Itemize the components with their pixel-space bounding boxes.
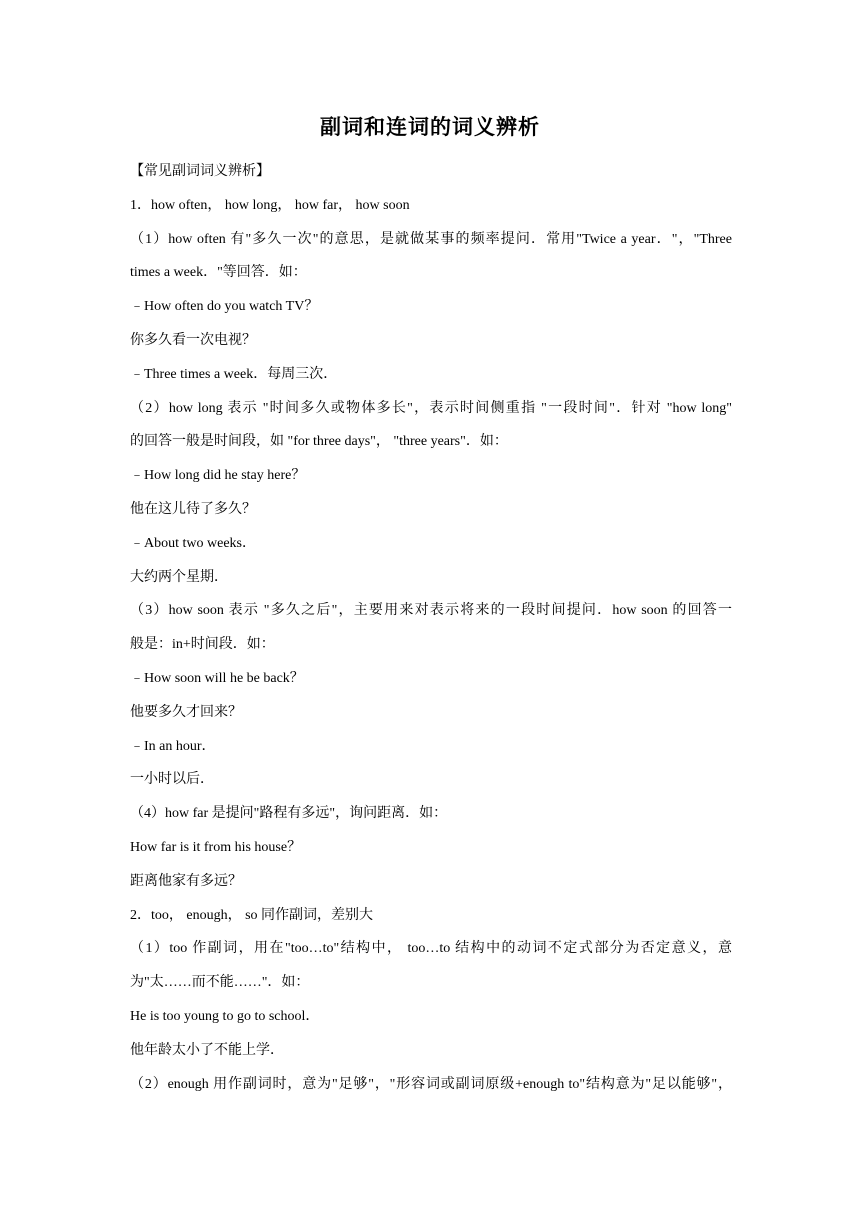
paragraph-line: （2）enough 用作副词时，意为"足够"，"形容词或副词原级+enough to"结构意为"足以能够"， [130,1076,732,1092]
example-line: ﹣How often do you watch TV？ [130,299,319,315]
translation-line: 大约两个星期． [130,569,228,585]
translation-line: 距离他家有多远？ [130,873,242,889]
translation-line: 他年龄太小了不能上学． [130,1042,284,1058]
translation-line: 一小时以后． [130,772,214,788]
example-line: He is too young to go to school． [130,1008,320,1024]
example-line: ﹣In an hour． [130,738,216,754]
paragraph-line: （3）how soon 表示 "多久之后"，主要用来对表示将来的一段时间提问．how soon 的回答一 [130,603,732,619]
section-heading: 【常见副词词义辨析】 [130,164,270,179]
example-line: ﹣How long did he stay here？ [130,468,306,484]
paragraph-line: （4）how far 是提问"路程有多远"，询问距离．如： [130,806,448,822]
example-line: ﹣Three times a week．每周三次． [130,366,338,382]
topic-heading: 2．too， enough， so 同作副词，差别大 [130,907,374,923]
topic-heading: 1．how often， how long， how far， how soon [130,197,410,213]
example-line: How far is it from his house？ [130,839,302,855]
paragraph-line: 般是：in+时间段．如： [130,637,275,653]
translation-line: 他在这儿待了多久？ [130,501,256,517]
paragraph-line: times a week．"等回答．如： [130,265,307,281]
translation-line: 你多久看一次电视？ [130,332,256,348]
paragraph-line: 为"太……而不能……"．如： [130,975,310,991]
document-body [130,155,732,1101]
translation-line: 他要多久才回来？ [130,704,242,720]
example-line: ﹣About two weeks． [130,535,256,551]
paragraph-line: （2）how long 表示 "时间多久或物体多长"，表示时间侧重指 "一段时间"．针对 "how long" [130,400,732,416]
paragraph-line: 的回答一般是时间段，如 "for three days"， "three years"．如： [130,434,508,450]
paragraph-line: （1）how often 有"多久一次"的意思，是就做某事的频率提问．常用"Twice a year．"，"Three [130,231,732,247]
document-title: 副词和连词的词义辨析 [320,115,540,139]
paragraph-line: （1）too 作副词，用在"too…to"结构中， too…to 结构中的动词不定式部分为否定意义，意 [130,941,732,957]
example-line: ﹣How soon will he be back？ [130,670,304,686]
